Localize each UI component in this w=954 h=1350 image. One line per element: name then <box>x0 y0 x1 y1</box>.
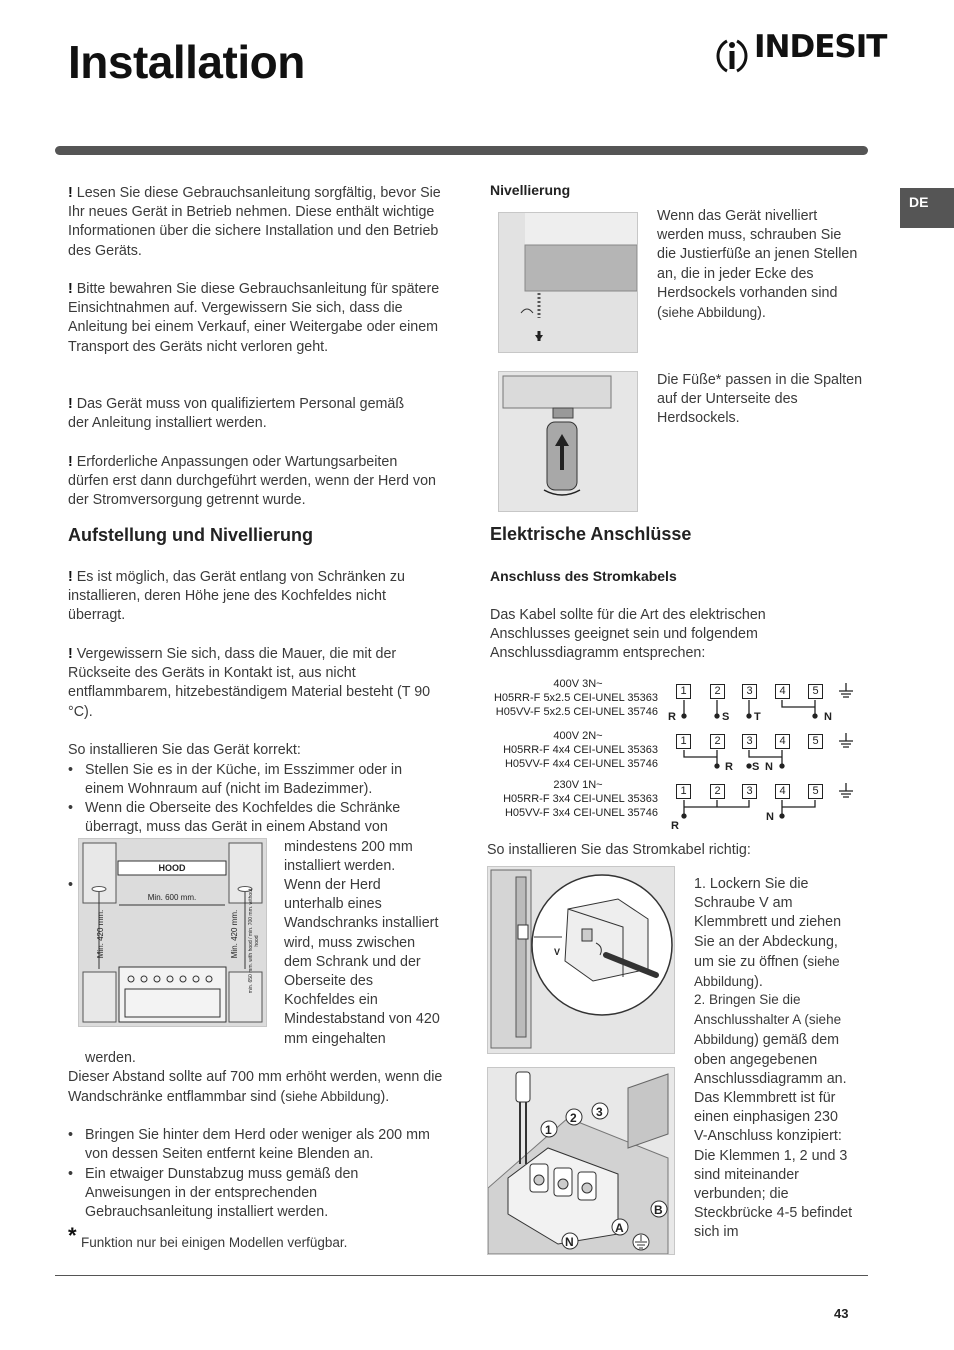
connection-figure <box>487 1067 675 1255</box>
terminal-3: 3 <box>742 684 757 699</box>
asterisk-mark: * <box>68 1223 77 1248</box>
connection-diagram <box>488 1068 674 1254</box>
terminal-1: 1 <box>676 684 691 699</box>
terminal-board-diagram <box>488 867 674 1053</box>
footnote: Funktion nur bei einigen Modellen verfügbar. <box>81 1235 348 1250</box>
bullet-dot: • <box>68 1166 74 1182</box>
step-2: 2. Bringen Sie die Anschlusshalter A (siehe Abbildung) gemäß dem oben angegebenen Anschlussdiagramm an. Das Klemmbrett ist für einen einphasigen 230 V-Anschluss konzipiert: Die Klemmen 1, 2 und 3 sind miteinander verbunden; die Steckbrücke 4-5 befindet sich im <box>694 992 853 1241</box>
bullet-dot: • <box>68 1127 74 1143</box>
terminal-2: 2 <box>710 734 725 749</box>
language-tab: DE <box>900 188 954 228</box>
terminal-3: 3 <box>742 734 757 749</box>
letter-r: R <box>671 820 679 832</box>
wiring-label-2n: 400V 2N~ H05RR-F 4x4 CEI-UNEL 35363 H05VV-F 4x4 CEI-UNEL 35746 <box>503 730 658 770</box>
bullet-room: Stellen Sie es in der Küche, im Esszimmer oder in einem Wohnraum auf (nicht im Badezimmer). <box>85 762 403 798</box>
leveling-figure-1 <box>498 212 638 353</box>
bullet-extractor: Ein etwaiger Dunstabzug muss gemäß den Anweisungen in der entsprechenden Gebrauchsanleitung installiert werden. <box>85 1166 359 1221</box>
min-420-left-label: Min. 420 mm. <box>96 909 105 959</box>
paragraph-700mm: Dieser Abstand sollte auf 700 mm erhöht werden, wenn die Wandschränke entflammbar sind (siehe Abbildung). <box>68 1069 443 1106</box>
paragraph-disconnect-power: ! Erforderliche Anpassungen oder Wartungsarbeiten dürfen erst dann durchgeführt werden, wenn der Herd von der Stromversorgung getrennt wurde. <box>68 454 436 509</box>
logo-mark-icon <box>714 36 754 76</box>
terminal-5: 5 <box>808 684 823 699</box>
leveling-text: Wenn das Gerät nivelliert werden muss, schrauben Sie die Justierfüße an jenen Stellen an, die in jeder Ecke des Herdsockels vorhanden sind (siehe Abbildung). <box>657 208 858 322</box>
cable-text: Das Kabel sollte für die Art des elektrischen Anschlusses geeignet sein und folgendem Anschlussdiagramm entsprechen: <box>490 607 766 662</box>
terminal-4: 4 <box>775 684 790 699</box>
callout-b: B <box>654 1203 663 1217</box>
letter-n: N <box>824 711 832 723</box>
callout-1: 1 <box>545 1123 552 1137</box>
paragraph-wall-material: ! Vergewissern Sie sich, dass die Mauer, die mit der Rückseite des Geräts in Kontakt ist, aus nicht entflammbarem, hitzebeständigem Material besteht (T 90 °C). <box>68 646 431 720</box>
terminal-1: 1 <box>676 734 691 749</box>
terminal-3: 3 <box>742 784 757 799</box>
bullet-distance-b: mindestens 200 mm installiert werden. <box>284 839 413 875</box>
bullet-wall-cabinet-a: Wenn der Herd unterhalb eines Wandschranks installiert wird, muss zwischen dem Schrank und der Oberseite des Kochfeldes ein Mindestabstand von 420 mm eingehalten <box>284 877 440 1047</box>
terminal-board-figure <box>487 866 675 1054</box>
min-600-label: Min. 600 mm. <box>147 893 197 902</box>
install-cable-text: So installieren Sie das Stromkabel richtig: <box>487 842 751 858</box>
letter-t: T <box>754 711 761 723</box>
heading-elektrische-anschluesse: Elektrische Anschlüsse <box>490 524 692 544</box>
wiring-label-3n: 400V 3N~ H05RR-F 5x2.5 CEI-UNEL 35363 H05VV-F 5x2.5 CEI-UNEL 35746 <box>493 678 658 718</box>
paragraph-keep-manual: ! Bitte bewahren Sie diese Gebrauchsanleitung für spätere Einsichtnahmen auf. Vergewissern Sie sich, dass die Anleitung bei einem Verkauf, einer Weitergabe oder einem Transport des Geräts nicht verloren geht. <box>68 281 440 355</box>
terminal-2: 2 <box>710 684 725 699</box>
min-420-right-label: Min. 420 mm. <box>230 909 239 959</box>
bullet-dot: • <box>68 800 74 816</box>
bullet-distance-a: Wenn die Oberseite des Kochfeldes die Schränke überragt, muss das Gerät in einem Abstand von <box>85 800 401 836</box>
callout-2: 2 <box>570 1111 577 1125</box>
logo-text: INDESIT <box>754 29 887 65</box>
terminal-5: 5 <box>808 734 823 749</box>
bullet-dot: • <box>68 762 74 778</box>
page-number: 43 <box>834 1306 849 1321</box>
paragraph-read-manual: ! Lesen Sie diese Gebrauchsanleitung sorgfältig, bevor Sie Ihr neues Gerät in Betrieb nehmen. Diese enthält wichtige Informationen über die sichere Installation und den Betrieb des Geräts. <box>68 185 441 259</box>
feet-text: Die Füße* passen in die Spalten auf der Unterseite des Herdsockels. <box>657 372 863 427</box>
callout-3: 3 <box>596 1105 603 1119</box>
step-1: 1. Lockern Sie die Schraube V am Klemmbrett und ziehen Sie an der Abdeckung, um sie zu öffnen (siehe Abbildung). <box>694 876 842 991</box>
leveling-diagram-1 <box>499 213 637 352</box>
screw-v-label: V <box>554 947 561 957</box>
leveling-diagram-2 <box>499 372 637 511</box>
wiring-label-1n: 230V 1N~ H05RR-F 3x4 CEI-UNEL 35363 H05VV-F 3x4 CEI-UNEL 35746 <box>503 779 658 819</box>
hood-clearance-figure <box>78 838 267 1027</box>
callout-n: N <box>565 1235 574 1249</box>
letter-r: R <box>725 761 733 773</box>
terminal-5: 5 <box>808 784 823 799</box>
bullet-panels: Bringen Sie hinter dem Herd oder weniger als 200 mm von dessen Seiten entfernt keine Blenden an. <box>85 1127 430 1163</box>
terminal-4: 4 <box>775 784 790 799</box>
letter-s: S <box>752 761 760 773</box>
letter-r: R <box>668 711 676 723</box>
heading-nivellierung: Nivellierung <box>490 182 571 198</box>
footer-divider <box>55 1275 868 1276</box>
paragraph-install-correctly: So installieren Sie das Gerät korrekt: <box>68 742 301 758</box>
letter-s: S <box>722 711 730 723</box>
paragraph-cabinets: ! Es ist möglich, das Gerät entlang von Schränken zu installieren, deren Höhe jene des Kochfeldes nicht überragt. <box>68 569 405 624</box>
letter-n: N <box>766 811 774 823</box>
page-title: Installation <box>68 36 305 88</box>
letter-n: N <box>765 761 773 773</box>
heading-stromkabel: Anschluss des Stromkabels <box>490 568 677 584</box>
callout-a: A <box>615 1221 624 1235</box>
indesit-logo <box>714 29 887 76</box>
hood-label: HOOD <box>158 863 186 873</box>
heading-aufstellung: Aufstellung und Nivellierung <box>68 525 314 545</box>
terminal-2: 2 <box>710 784 725 799</box>
leveling-figure-2 <box>498 371 638 512</box>
terminal-4: 4 <box>775 734 790 749</box>
terminal-1: 1 <box>676 784 691 799</box>
hood-note: min. 650 mm. with hood / min. 700 mm. without hood <box>248 888 260 994</box>
wiring-lines <box>660 680 870 830</box>
bullet-wall-cabinet-b: werden. <box>85 1050 136 1066</box>
paragraph-qualified-personnel: ! Das Gerät muss von qualifiziertem Personal gemäß der Anleitung installiert werden. <box>68 396 405 432</box>
bullet-dot: • <box>68 877 74 893</box>
header-divider <box>55 146 868 155</box>
